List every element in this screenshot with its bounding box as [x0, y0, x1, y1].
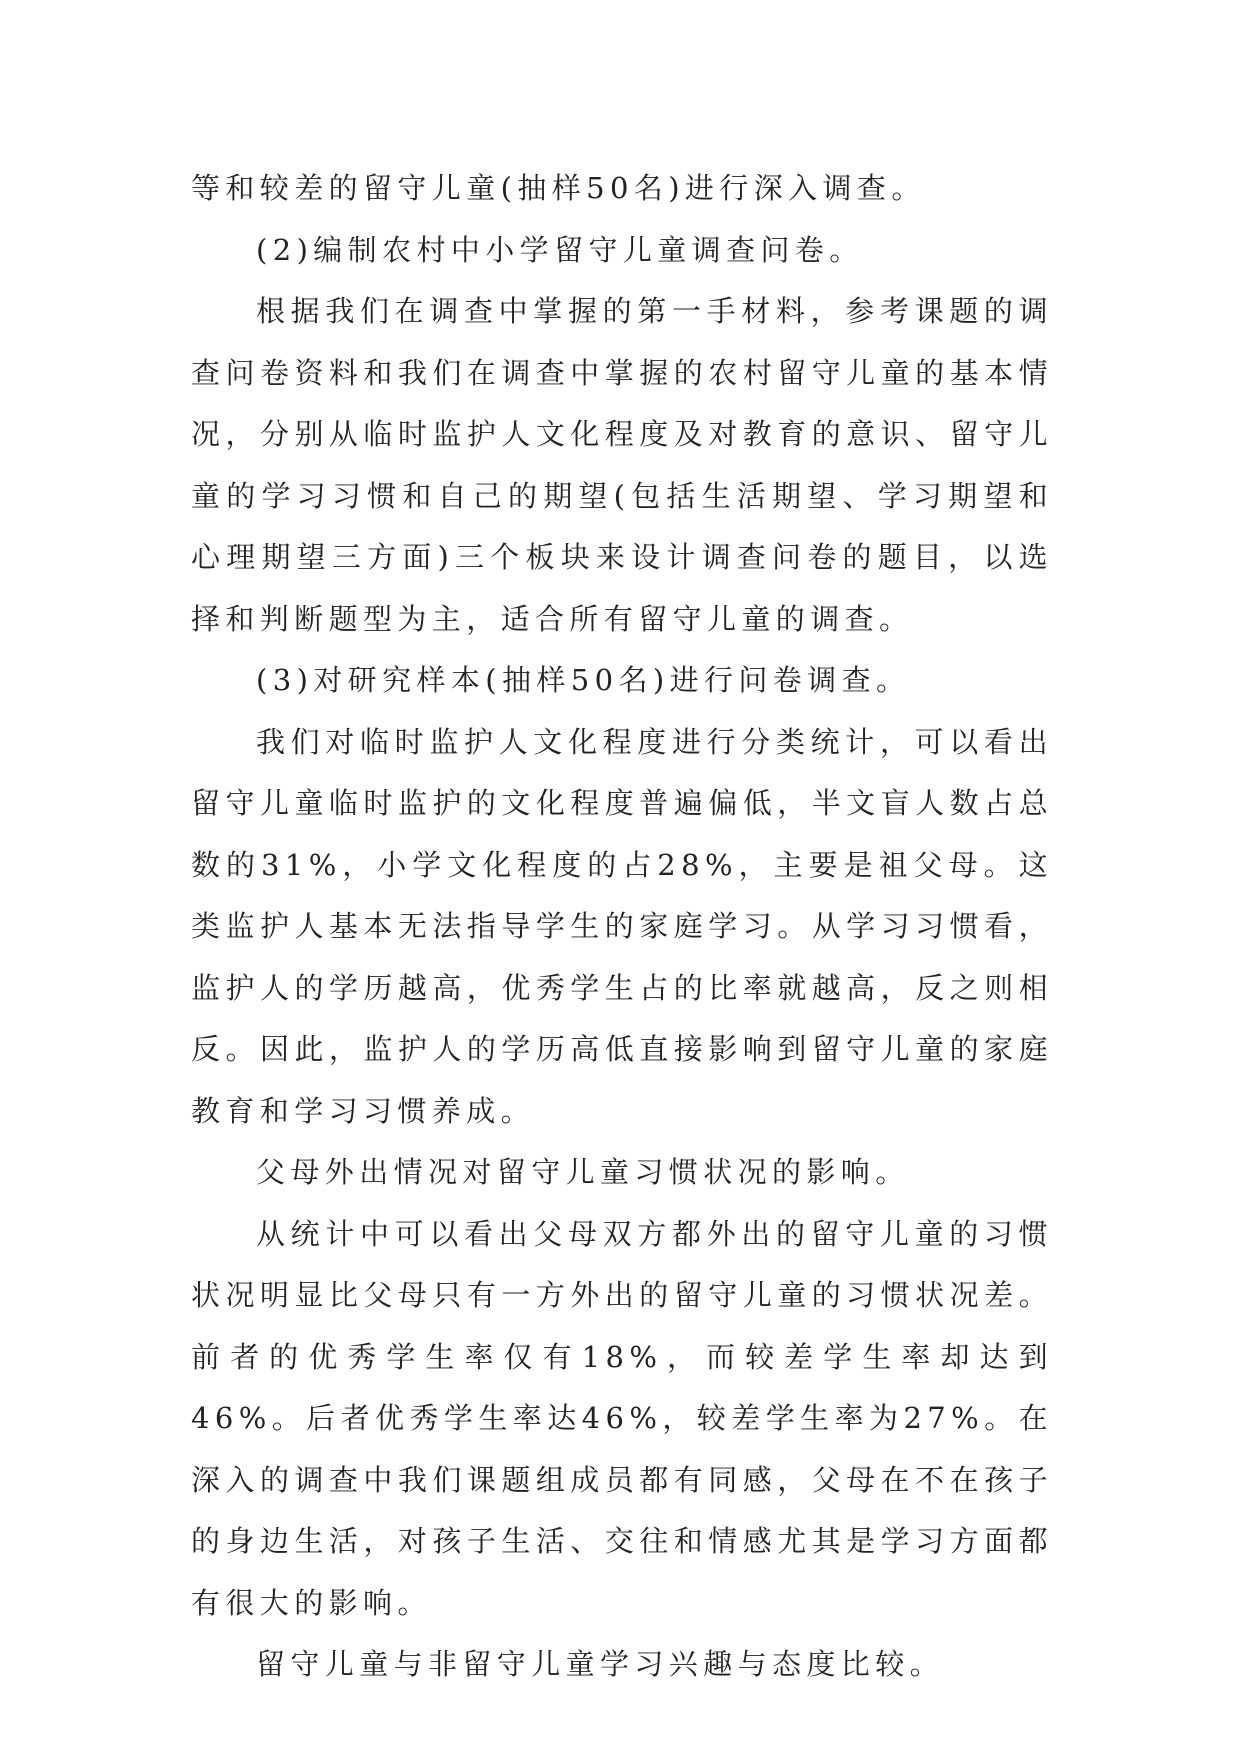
- paragraph-step-2-heading: (2)编制农村中小学留守儿童调查问卷。: [256, 232, 864, 267]
- paragraph-step-3-heading: (3)对研究样本(抽样50名)进行问卷调查。: [256, 663, 911, 697]
- paragraph-parents-away-statistics: 从统计中可以看出父母双方都外出的留守儿童的习惯状况明显比父母只有一方外出的留守儿童的习惯状况差。前者的优秀学生率仅有18%，而较差学生率却达到46%。后者优秀学生率达46%，较差学生率为27%。在深入的调查中我们课题组成员都有同感，父母在不在孩子的身边生活，对孩子生活、交往和情感尤其是学习方面都有很大的影响。: [191, 1216, 1053, 1620]
- paragraph-continuation: 等和较差的留守儿童(抽样50名)进行深入调查。: [191, 171, 926, 205]
- paragraph-questionnaire-design: 根据我们在调查中掌握的第一手材料，参考课题的调查问卷资料和我们在调查中掌握的农村留守儿童的基本情况，分别从临时监护人文化程度及对教育的意识、留守儿童的学习习惯和自己的期望(包括生活期望、学习期望和心理期望三方面)三个板块来设计调查问卷的题目，以选择和判断题型为主，适合所有留守儿童的调查。: [191, 294, 1053, 636]
- paragraph-guardian-education: 我们对临时监护人文化程度进行分类统计，可以看出留守儿童临时监护的文化程度普遍偏低，半文盲人数占总数的31%，小学文化程度的占28%，主要是祖父母。这类监护人基本无法指导学生的家庭学习。从学习习惯看，监护人的学历越高，优秀学生占的比率就越高，反之则相反。因此，监护人的学历高低直接影响到留守儿童的家庭教育和学习习惯养成。: [191, 724, 1053, 1128]
- paragraph-interest-comparison-heading: 留守儿童与非留守儿童学习兴趣与态度比较。: [256, 1647, 945, 1681]
- paragraph-parents-away-heading: 父母外出情况对留守儿童习惯状况的影响。: [256, 1155, 910, 1189]
- document-body: [191, 158, 1053, 1696]
